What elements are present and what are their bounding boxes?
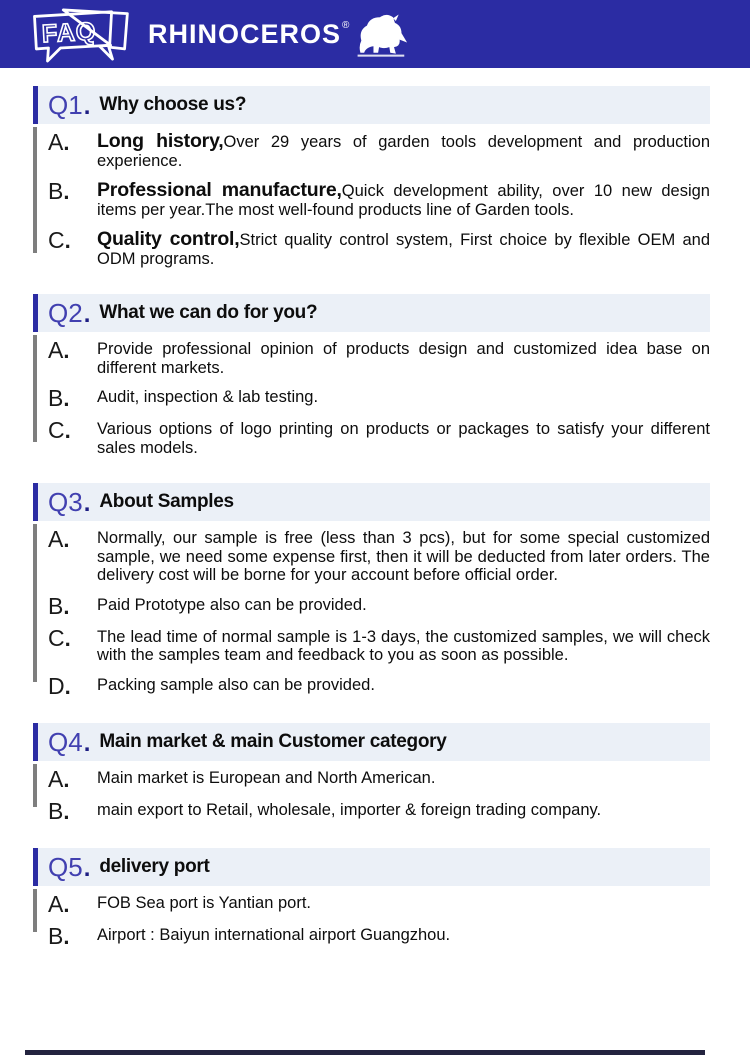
- question-number: Q3: [48, 487, 83, 517]
- answer-body: [97, 801, 710, 822]
- answer-row: [33, 624, 710, 665]
- answer-row: [33, 526, 710, 585]
- answer-letter-dot: .: [63, 923, 70, 949]
- answer-letter-cell: [33, 922, 97, 949]
- answers-list: [33, 332, 710, 457]
- question-heading: [33, 723, 710, 761]
- answer-letter: C: [48, 227, 65, 253]
- answer-text: Over 29 years of garden tools development and production experience.: [97, 133, 711, 170]
- question-number-dot: .: [83, 729, 91, 757]
- registered-trademark: ®: [342, 19, 350, 31]
- brand-name: RHINOCEROS: [148, 18, 342, 49]
- answer-text: Airport : Baiyun international airport Guangzhou.: [97, 925, 451, 944]
- faq-section: [33, 294, 710, 457]
- answer-body: [97, 230, 710, 268]
- answer-row: [33, 592, 710, 619]
- answer-letter-cell: [33, 385, 97, 411]
- question-title: Why choose us?: [99, 94, 247, 115]
- answer-letter-dot: .: [64, 228, 71, 253]
- question-heading: [33, 294, 710, 332]
- answer-body: [97, 181, 710, 219]
- answer-row: [33, 417, 710, 457]
- answer-text: FOB Sea port is Yantian port.: [97, 893, 312, 912]
- answer-row: [33, 129, 711, 170]
- answer-letter: A: [48, 890, 64, 917]
- faq-section: [33, 723, 710, 822]
- question-number: Q1: [48, 90, 83, 120]
- question-number: Q4: [48, 726, 83, 757]
- answer-letter-dot: .: [64, 418, 71, 443]
- answer-letter-cell: [33, 227, 97, 268]
- answer-text: Normally, our sample is free (less than 3 pcs), but for some special customized sample, we need some expense first, then it will be deducted from later orders. The delivery cost will be borne for your account before official order.: [97, 529, 710, 584]
- answer-row: [33, 890, 710, 917]
- answer-letter-cell: [33, 592, 97, 619]
- answer-row: [33, 227, 710, 268]
- answer-body: [97, 894, 710, 915]
- question-number: Q2: [48, 298, 83, 328]
- answer-text: Quick development ability, over 10 new design items per year.The most well-found products line of Garden tools.: [97, 182, 710, 219]
- answer-letter-cell: [33, 129, 97, 170]
- question-number-dot: .: [83, 490, 91, 517]
- answer-letter: D: [48, 672, 65, 699]
- brand-logo: [148, 8, 408, 60]
- answer-letter-dot: .: [63, 527, 70, 552]
- answer-row: [33, 385, 710, 411]
- rhino-icon: [352, 10, 408, 60]
- answer-letter-dot: .: [63, 179, 70, 204]
- answer-letter: A: [48, 765, 64, 792]
- answer-lead: Quality control,: [97, 228, 240, 250]
- answer-letter-dot: .: [64, 625, 71, 651]
- answer-text: main export to Retail, wholesale, importer & foreign trading company.: [97, 800, 602, 819]
- answer-text: Packing sample also can be provided.: [97, 675, 375, 694]
- answer-text: Paid Prototype also can be provided.: [97, 595, 367, 614]
- answer-letter-dot: .: [63, 338, 70, 363]
- answer-body: [97, 926, 710, 947]
- faq-speech-bubble-icon: [28, 5, 132, 65]
- answer-letter-dot: .: [63, 593, 70, 619]
- answer-letter-cell: [33, 624, 97, 665]
- answer-letter: A: [48, 337, 64, 363]
- answer-letter-cell: [33, 797, 97, 824]
- answer-body: [97, 132, 710, 170]
- answer-row: [33, 922, 710, 949]
- answer-letter-cell: [33, 178, 97, 219]
- answer-letter: B: [48, 178, 64, 204]
- answer-lead: Long history,: [97, 130, 224, 152]
- answer-letter-dot: .: [64, 673, 71, 699]
- answer-body: [97, 340, 710, 377]
- answer-text: Various options of logo printing on products or packages to satisfy your different sales models.: [97, 420, 710, 457]
- question-title: About Samples: [99, 491, 234, 512]
- answer-text: Main market is European and North American.: [97, 768, 436, 787]
- answer-letter: B: [48, 922, 64, 949]
- answer-letter-cell: [33, 672, 97, 699]
- answer-text: Provide professional opinion of products design and customized idea base on different markets.: [97, 340, 710, 377]
- answers-list: [33, 124, 710, 268]
- answers-list: [33, 761, 710, 822]
- answer-letter: C: [48, 417, 65, 443]
- question-title: delivery port: [99, 855, 210, 877]
- answer-letter-cell: [33, 526, 97, 585]
- answer-letter-cell: [33, 417, 97, 457]
- answer-letter-dot: .: [63, 891, 70, 917]
- answer-letter: A: [48, 129, 64, 155]
- answer-letter: B: [48, 592, 64, 619]
- answer-body: [97, 529, 710, 585]
- answer-body: [97, 596, 710, 617]
- answer-letter-dot: .: [63, 798, 70, 824]
- answers-list: [33, 886, 710, 947]
- answer-letter-cell: [33, 337, 97, 377]
- answer-text: The lead time of normal sample is 1-3 days, the customized samples, we will check with the samples team and feedback to you as soon as possible.: [97, 627, 710, 664]
- faq-sections: [0, 68, 750, 947]
- question-title: What we can do for you?: [99, 302, 318, 323]
- question-heading: [33, 86, 710, 124]
- faq-section: [33, 848, 710, 947]
- faq-section: [33, 483, 710, 697]
- bottom-divider: [25, 1050, 705, 1055]
- question-number-dot: .: [83, 301, 91, 328]
- question-heading: [33, 483, 710, 521]
- answer-body: [97, 388, 710, 409]
- answer-row: [33, 337, 710, 377]
- answer-body: [97, 676, 710, 697]
- answer-letter-dot: .: [63, 386, 70, 411]
- faq-section: [33, 86, 710, 268]
- answer-body: [97, 628, 710, 665]
- answer-letter: B: [48, 385, 64, 411]
- answer-body: [97, 420, 710, 457]
- answer-row: [33, 765, 710, 792]
- answer-letter: C: [48, 624, 65, 651]
- answer-row: [33, 797, 710, 824]
- answer-letter: A: [48, 526, 64, 552]
- faq-logo-text: FAQ: [41, 17, 97, 49]
- answer-letter-cell: [33, 890, 97, 917]
- answer-letter-cell: [33, 765, 97, 792]
- answer-row: [33, 672, 710, 699]
- answer-body: [97, 769, 710, 790]
- question-title: Main market & main Customer category: [99, 730, 447, 752]
- question-heading: [33, 848, 710, 886]
- answer-row: [33, 178, 710, 219]
- answer-letter: B: [48, 797, 64, 824]
- answer-letter-dot: .: [63, 130, 70, 155]
- page-header: [0, 0, 750, 68]
- answer-letter-dot: .: [63, 766, 70, 792]
- answers-list: [33, 521, 710, 697]
- answer-text: Strict quality control system, First choice by flexible OEM and ODM programs.: [97, 231, 710, 268]
- question-number-dot: .: [83, 93, 91, 120]
- answer-text: Audit, inspection & lab testing.: [97, 388, 319, 406]
- answer-lead: Professional manufacture,: [97, 179, 342, 201]
- question-number: Q5: [48, 851, 83, 882]
- question-number-dot: .: [83, 854, 91, 882]
